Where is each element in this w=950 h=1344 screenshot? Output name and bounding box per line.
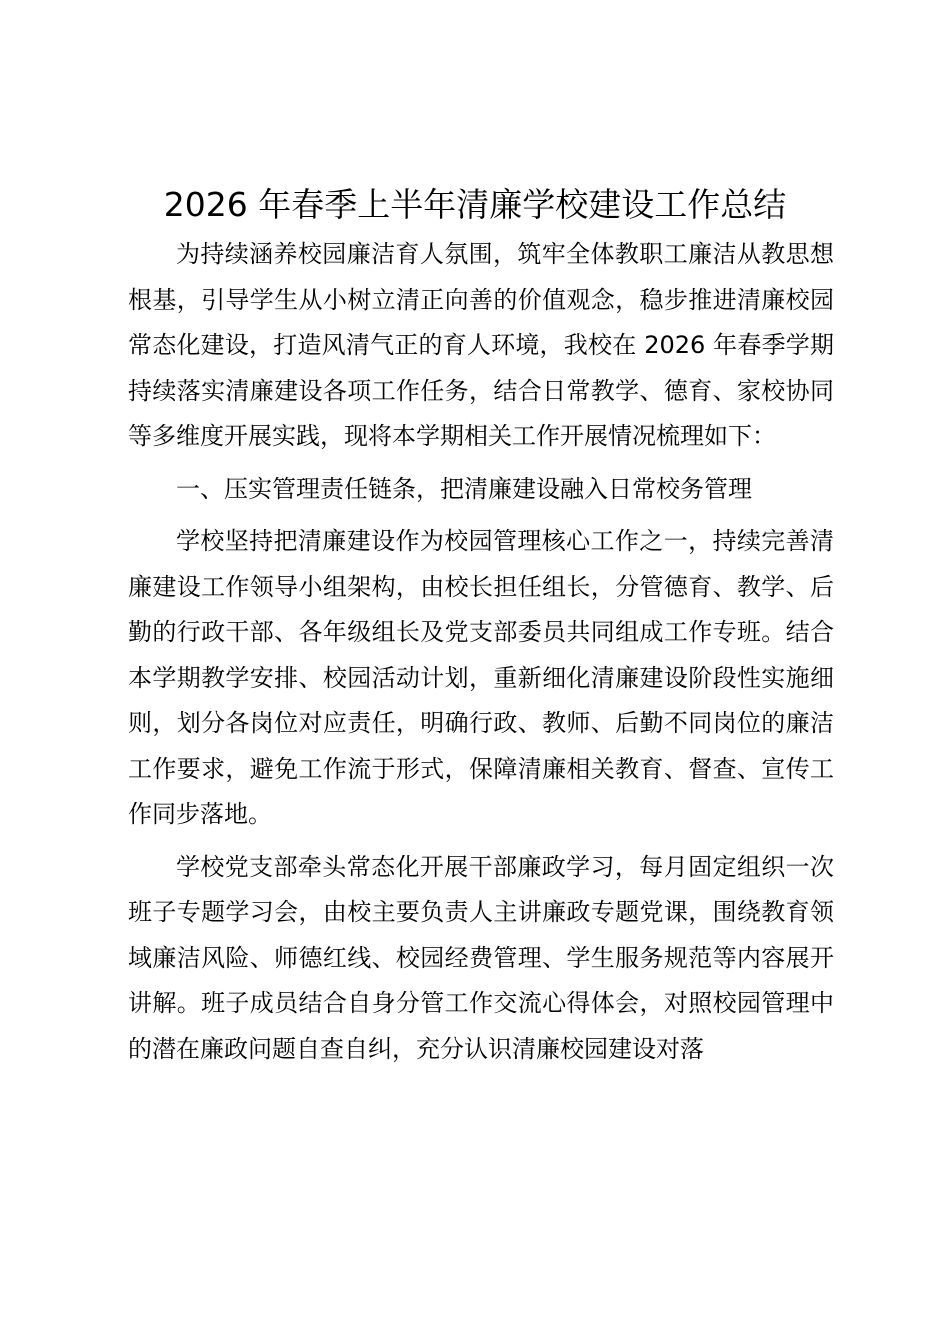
intro-paragraph: 为持续涵养校园廉洁育人氛围，筑牢全体教职工廉洁从教思想根基，引导学生从小树立清正向善的价值观念，稳步推进清廉校园常态化建设，打造风清气正的育人环境，我校在 2026 年春季学期持续落实清廉建设各项工作任务，结合日常教学、德育、家校协同等多维度开展实践，现将本学期相关工作开展情况梳理如下： <box>128 240 834 450</box>
body-paragraph: 学校坚持把清廉建设作为校园管理核心工作之一，持续完善清廉建设工作领导小组架构，由校长担任组长，分管德育、教学、后勤的行政干部、各年级组长及党支部委员共同组成工作专班。结合本学期教学安排、校园活动计划，重新细化清廉建设阶段性实施细则，划分各岗位对应责任，明确行政、教师、后勤不同岗位的廉洁工作要求，避免工作流于形式，保障清廉相关教育、督查、宣传工作同步落地。 <box>128 527 834 828</box>
document-title: 2026 年春季上半年清廉学校建设工作总结 <box>163 185 787 224</box>
body-paragraph: 学校党支部牵头常态化开展干部廉政学习，每月固定组织一次班子专题学习会，由校主要负责人主讲廉政专题党课，围绕教育领域廉洁风险、师德红线、校园经费管理、学生服务规范等内容展开讲解。班子成员结合自身分管工作交流心得体会，对照校园管理中的潜在廉政问题自查自纠，充分认识清廉校园建设对落 <box>128 852 834 1063</box>
document-body <box>128 232 834 1072</box>
section-heading: 一、压实管理责任链条，把清廉建设融入日常校务管理 <box>176 474 752 503</box>
